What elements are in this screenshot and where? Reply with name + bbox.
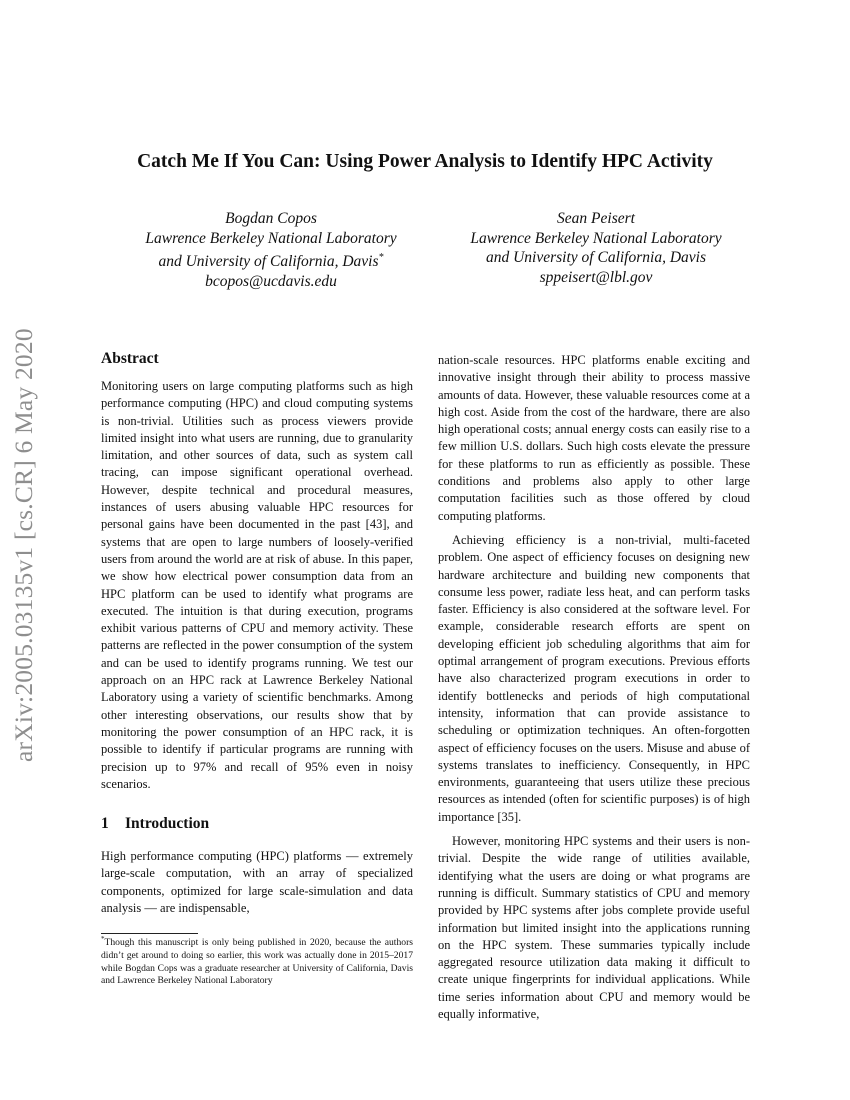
intro-paragraph: Achieving efficiency is a non-trivial, multi-faceted problem. One aspect of efficiency focuses on designing new hardware architecture and building new components that consume less power, radiate less heat, and can perform tasks faster. Efficiency is also considered at the software level. For example, considerable research efforts are spent on developing efficient job scheduling algorithms that aim for optimal arrangement of program executions. Previous efforts have also characterized program executions in order to identify bottlenecks and periods of high computational intensity, information that can provide assistance to scheduling or optimization techniques. An often-forgotten aspect of efficiency focuses on the users. Misuse and abuse of systems translates to inefficiency. Consequently, in HPC environments, guaranteeing that users utilize these precious resources as intended (often for scientific purposes) is of high importance [35]. [438,532,750,824]
intro-paragraph: nation-scale resources. HPC platforms enable exciting and innovative insight through their ability to process massive amounts of data. However, these valuable resources come at a high cost. Aside from the cost of the hardware, there are also high operational costs; annual energy costs can easily rise to a few million U.S. dollars. Such high costs elevate the pressure for these platforms to run as efficiently as possible. These conditions and problems also apply to other large computation facilities such as those offered by cloud computing platforms. [438,353,750,523]
paper-title: Catch Me If You Can: Using Power Analysis to Identify HPC Activity [137,151,713,172]
author-block [436,209,756,288]
section-title: Introduction [125,815,210,833]
author-affiliation: and University of California, Davis [158,253,379,271]
author-name: Bogdan Copos [225,210,317,227]
author-affiliation: Lawrence Berkeley National Laboratory [145,229,397,247]
abstract-heading: Abstract [101,350,159,367]
left-column [101,350,413,917]
arxiv-identifier-stamp: arXiv:2005.03135v1 [cs.CR] 6 May 2020 [9,328,38,762]
footnote-mark: * [378,252,384,264]
footnote-text: Though this manuscript is only being published in 2020, because the authors didn’t get around to doing so earlier, this work was actually done in 2015–2017 while Bogdan Cops was a graduate researcher at University of California, Davis and Lawrence Berkeley National Laboratory [101,937,413,987]
abstract-text: Monitoring users on large computing platforms such as high performance computing (HPC) and cloud computing systems is non-trivial. Utilities such as process viewers provide limited insight into what users are running, due to granularity limitation, and other sources of data, such as system call tracing, can impose significant operational overhead. However, despite technical and procedural measures, instances of users abusing valuable HPC resources for personal gains have been documented in the past [43], and systems that are open to large numbers of loosely-verified users from around the world are at risk of abuse. In this paper, we show how electrical power consumption data from an HPC platform can be used to identify what programs are executed. The intuition is that during execution, programs exhibit various patterns of CPU and memory activity. These patterns are reflected in the power consumption of the system and can be used to identify programs running. We test our approach on an HPC rack at Lawrence Berkeley National Laboratory using a variety of scientific benchmarks. Among other interesting observations, our results show that by monitoring the power consumption of an HPC rack, it is possible to identify if particular programs are running with precision up to 97% and recall of 95% even in noisy scenarios. [101,379,413,791]
footnote-mark: * [101,934,105,943]
author-name: Sean Peisert [557,210,635,227]
footnote [101,934,413,988]
section-number: 1 [101,815,109,833]
author-affiliation: and University of California, Davis [485,249,706,267]
footnote-rule [101,933,198,934]
author-email: sppeisert@lbl.gov [539,269,653,287]
intro-paragraph: High performance computing (HPC) platforms — extremely large-scale computation, with an array of specialized components, optimized for large scale-simulation and data analysis — are indispensable, [101,849,413,916]
author-affiliation [111,248,431,272]
intro-paragraph: However, monitoring HPC systems and their users is non-trivial. Despite the wide range of utilities available, identifying what the users are doing or what programs are running is difficult. Summary statistics of CPU and memory provided by HPC systems after jobs complete provide useful information but limited insight into the applications running on the HPC system. These summaries typically include aggregated resource utilization data making it difficult to create unique fingerprints for individual applications. While time series information about CPU and memory would be equally informative, [438,834,750,1021]
right-column [438,352,750,1023]
author-email: bcopos@ucdavis.edu [205,273,337,291]
author-block [111,209,431,292]
section-heading [101,815,413,833]
author-affiliation: Lawrence Berkeley National Laboratory [470,229,722,247]
